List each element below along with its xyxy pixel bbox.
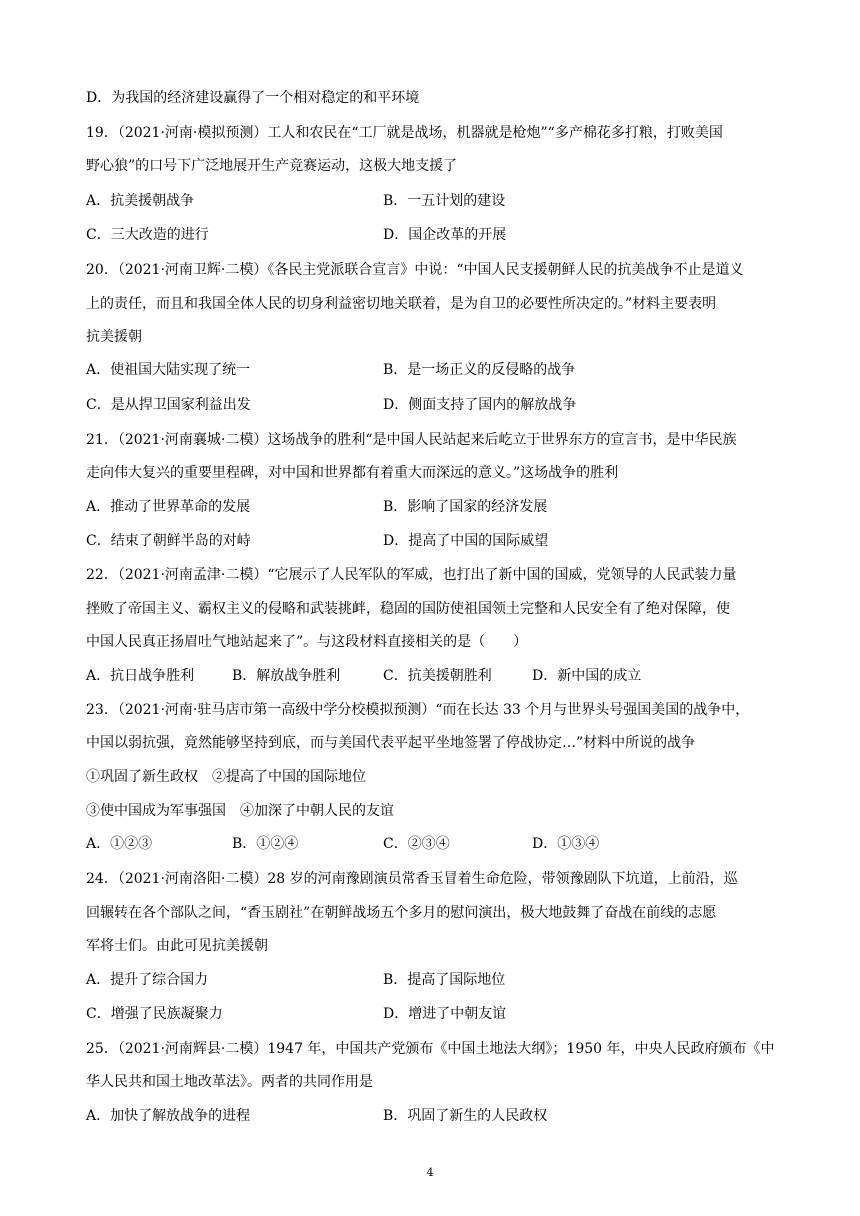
q25-option-a: A．加快了解放战争的进程 — [86, 1108, 251, 1124]
q25-line-1: 25．（2021·河南辉县·二模）1947 年，中国共产党颁布《中国土地法大纲》；1950 年，中央人民政府颁布《中 — [86, 1041, 775, 1057]
q22-option-b: B．解放战争胜利 — [232, 668, 341, 684]
q21-line-2: 走向伟大复兴的重要里程碑，对中国和世界都有着重大而深远的意义。”这场战争的胜利 — [86, 465, 619, 481]
q24-line-1: 24．（2021·河南洛阳·二模）28 岁的河南豫剧演员常香玉冒着生命危险，带领豫剧队下坑道，上前沿，巡 — [86, 871, 738, 887]
q20-option-b: B．是一场正义的反侵略的战争 — [383, 362, 576, 378]
q22-option-c: C．抗美援朝胜利 — [383, 668, 492, 684]
q21-option-c: C．结束了朝鲜半岛的对峙 — [86, 533, 251, 549]
q21-option-b: B．影响了国家的经济发展 — [383, 499, 548, 515]
q19-line-1: 19．（2021·河南·模拟预测）工人和农民在“工厂就是战场，机器就是枪炮”“多产棉花多打粮，打败美国 — [86, 125, 723, 141]
q24-option-c: C．增强了民族凝聚力 — [86, 1006, 223, 1022]
q19-option-c: C．三大改造的进行 — [86, 227, 209, 243]
q19-option-b: B．一五计划的建设 — [383, 193, 506, 209]
q21-option-d: D．提高了中国的国际威望 — [383, 533, 549, 549]
q20-line-1: 20．（2021·河南卫辉·二模）《各民主党派联合宣言》中说：“中国人民支援朝鲜人民的抗美战争不止是道义 — [86, 262, 744, 278]
q23-line-3: ①巩固了新生政权 ②提高了中国的国际地位 — [86, 769, 366, 785]
q25-option-b: B．巩固了新生的人民政权 — [383, 1108, 548, 1124]
q24-option-a: A．提升了综合国力 — [86, 972, 209, 988]
q21-line-1: 21．（2021·河南襄城·二模）这场战争的胜利“是中国人民站起来后屹立于世界东方的宣言书，是中华民族 — [86, 432, 737, 448]
q23-line-2: 中国以弱抗强，竟然能够坚持到底，而与美国代表平起平坐地签署了停战协定…”材料中所说的战争 — [86, 735, 696, 751]
q22-line-1: 22．（2021·河南孟津·二模）“它展示了人民军队的军威，也打出了新中国的国威，党领导的人民武装力量 — [86, 567, 737, 583]
q20-line-3: 抗美援朝 — [86, 329, 142, 345]
q24-line-2: 回辗转在各个部队之间，“香玉剧社”在朝鲜战场五个多月的慰问演出，极大地鼓舞了奋战在前线的志愿 — [86, 905, 717, 921]
q22-line-3: 中国人民真正扬眉吐气地站起来了”。与这段材料直接相关的是（ ） — [86, 634, 528, 650]
q23-option-d: D．①③④ — [532, 836, 600, 852]
page-number: 4 — [426, 1166, 434, 1179]
q25-line-2: 华人民共和国土地改革法》。两者的共同作用是 — [86, 1074, 373, 1090]
q20-option-a: A．使祖国大陆实现了统一 — [86, 362, 251, 378]
q19-option-a: A．抗美援朝战争 — [86, 193, 195, 209]
q23-option-a: A．①②③ — [86, 836, 153, 852]
q22-option-a: A．抗日战争胜利 — [86, 668, 195, 684]
q20-line-2: 上的责任，而且和我国全体人民的切身利益密切地关联着，是为自卫的必要性所决定的。”材料主要表明 — [86, 296, 717, 312]
q22-option-d: D．新中国的成立 — [532, 668, 642, 684]
q20-option-c: C．是从捍卫国家利益出发 — [86, 397, 251, 413]
q24-line-3: 军将士们。由此可见抗美援朝 — [86, 938, 268, 954]
q22-line-2: 挫败了帝国主义、霸权主义的侵略和武装挑衅，稳固的国防使祖国领土完整和人民安全有了绝对保障，使 — [86, 601, 730, 617]
q21-option-a: A．推动了世界革命的发展 — [86, 499, 251, 515]
q23-option-c: C．②③④ — [383, 836, 450, 852]
option-d-prev: D．为我国的经济建设赢得了一个相对稳定的和平环境 — [86, 90, 420, 106]
q23-line-1: 23．（2021·河南·驻马店市第一高级中学分校模拟预测）“而在长达 33 个月与世界头号强国美国的战争中， — [86, 702, 750, 718]
q24-option-d: D．增进了中朝友谊 — [383, 1006, 507, 1022]
q19-option-d: D．国企改革的开展 — [383, 227, 507, 243]
q24-option-b: B．提高了国际地位 — [383, 972, 506, 988]
q23-option-b: B．①②④ — [232, 836, 299, 852]
q19-line-2: 野心狼”的口号下广泛地展开生产竞赛运动，这极大地支援了 — [86, 158, 458, 174]
q23-line-4: ③使中国成为军事强国 ④加深了中朝人民的友谊 — [86, 803, 394, 819]
q20-option-d: D．侧面支持了国内的解放战争 — [383, 397, 577, 413]
